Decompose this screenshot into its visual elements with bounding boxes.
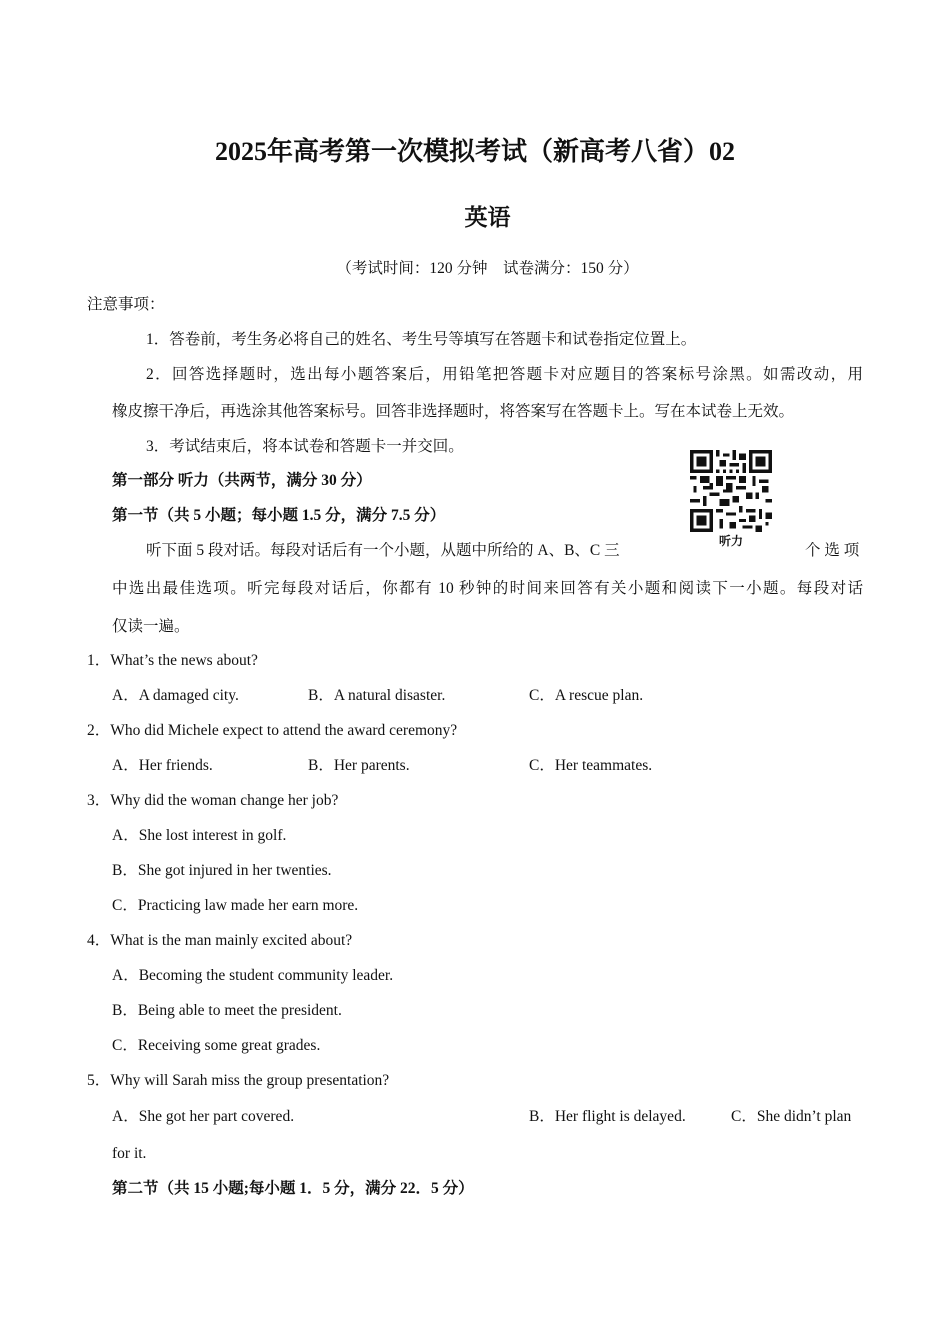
instruction-line-1-end: 个 选 项 <box>805 542 860 559</box>
question-1-stem: 1．What’s the news about? <box>87 652 258 669</box>
question-5-stem: 5．Why will Sarah miss the group presentation? <box>87 1072 390 1089</box>
qr-label: 听力 <box>718 534 743 548</box>
notice-item-2-line-2: 橡皮擦干净后，再选涂其他答案标号。回答非选择题时，将答案写在答题卡上。写在本试卷上无效。 <box>112 403 795 420</box>
question-2-option-a: A．Her friends. <box>112 757 213 774</box>
question-3-stem: 3．Why did the woman change her job? <box>87 792 339 809</box>
subject-title: 英语 <box>464 205 511 230</box>
instruction-line-3: 仅读一遍。 <box>112 618 190 635</box>
question-4-option-b: B．Being able to meet the president. <box>112 1002 342 1019</box>
instruction-line-2: 中选出最佳选项。听完每段对话后，你都有 10 秒钟的时间来回答有关小题和阅读下一小题。每段对话 <box>112 580 863 597</box>
question-3-option-c: C．Practicing law made her earn more. <box>112 897 359 914</box>
notice-item-1: 1．答卷前，考生务必将自己的姓名、考生号等填写在答题卡和试卷指定位置上。 <box>146 331 697 348</box>
notice-item-2-line-1: 2．回答选择题时，选出每小题答案后，用铅笔把答题卡对应题目的答案标号涂黑。如需改动，用 <box>146 366 863 383</box>
question-2-option-c: C．Her teammates. <box>529 757 653 774</box>
instruction-line-1: 听下面 5 段对话。每段对话后有一个小题，从题中所给的 A、B、C 三 <box>146 542 620 559</box>
question-5-option-c: C．She didn’t plan <box>731 1108 852 1125</box>
notice-heading: 注意事项： <box>87 296 165 313</box>
question-4-stem: 4．What is the man mainly excited about? <box>87 932 353 949</box>
question-1-option-a: A．A damaged city. <box>112 687 239 704</box>
qr-code-icon[interactable] <box>690 450 772 532</box>
question-5-option-b: B．Her flight is delayed. <box>529 1108 686 1125</box>
section2-heading: 第二节（共 15 小题;每小题 1．5 分，满分 22．5 分） <box>112 1180 474 1197</box>
question-4-option-a: A．Becoming the student community leader. <box>112 967 394 984</box>
question-2-stem: 2．Who did Michele expect to attend the award ceremony? <box>87 722 458 739</box>
question-2-option-b: B．Her parents. <box>308 757 410 774</box>
part1-heading: 第一部分 听力（共两节，满分 30 分） <box>112 472 372 489</box>
question-4-option-c: C．Receiving some great grades. <box>112 1037 321 1054</box>
question-5-option-a: A．She got her part covered. <box>112 1108 295 1125</box>
section1-heading: 第一节（共 5 小题；每小题 1.5 分，满分 7.5 分） <box>112 507 446 524</box>
question-3-option-a: A．She lost interest in golf. <box>112 827 287 844</box>
exam-info: （考试时间：120 分钟 试卷满分：150 分） <box>336 260 639 277</box>
question-5-option-c-continued: for it. <box>112 1145 147 1162</box>
question-1-option-b: B．A natural disaster. <box>308 687 446 704</box>
page-title: 2025年高考第一次模拟考试（新高考八省）02 <box>214 137 735 166</box>
question-3-option-b: B．She got injured in her twenties. <box>112 862 332 879</box>
question-1-option-c: C．A rescue plan. <box>529 687 644 704</box>
notice-item-3: 3．考试结束后，将本试卷和答题卡一并交回。 <box>146 438 464 455</box>
